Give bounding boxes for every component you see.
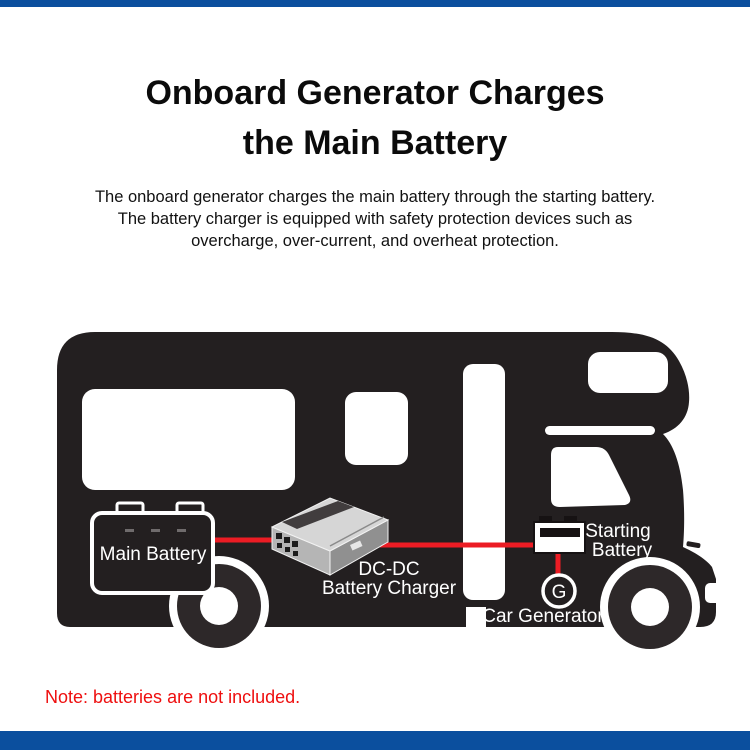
starting-battery (534, 516, 585, 553)
main-battery (92, 503, 213, 593)
car-generator-label: Car Generator (482, 606, 604, 627)
rv-small-window (345, 392, 408, 465)
front-wheel-hub (631, 588, 669, 626)
rv-door (463, 364, 505, 600)
description-line-2: The battery charger is equipped with safety protection devices such as (117, 210, 633, 228)
rv-cabover-window (588, 352, 668, 393)
dcdc-label-line1: DC-DC (358, 559, 420, 580)
bottom-accent-bar (0, 731, 750, 750)
title-line-1: Onboard Generator Charges (145, 74, 605, 112)
main-battery-cap-1 (125, 529, 134, 532)
starting-battery-band (540, 528, 580, 537)
dcdc-label-line2: Battery Charger (321, 578, 457, 599)
main-battery-label: Main Battery (99, 544, 207, 565)
description-line-3: overcharge, over-current, and overheat protection. (191, 232, 559, 250)
cab-roof-gap (545, 426, 655, 435)
description-line-1: The onboard generator charges the main battery through the starting battery. (94, 188, 656, 206)
generator-letter: G (551, 582, 567, 603)
starting-battery-case (534, 522, 585, 553)
title-line-2: the Main Battery (242, 124, 508, 162)
front-bumper-notch (705, 583, 723, 603)
note-text: Note: batteries are not included. (45, 687, 301, 707)
starting-battery-label-line1: Starting (585, 521, 651, 542)
main-battery-cap-3 (177, 529, 186, 532)
side-mirror (686, 541, 701, 548)
rv-large-window (82, 389, 295, 490)
starting-battery-label-line2: Battery (591, 540, 653, 561)
main-battery-cap-2 (151, 529, 160, 532)
